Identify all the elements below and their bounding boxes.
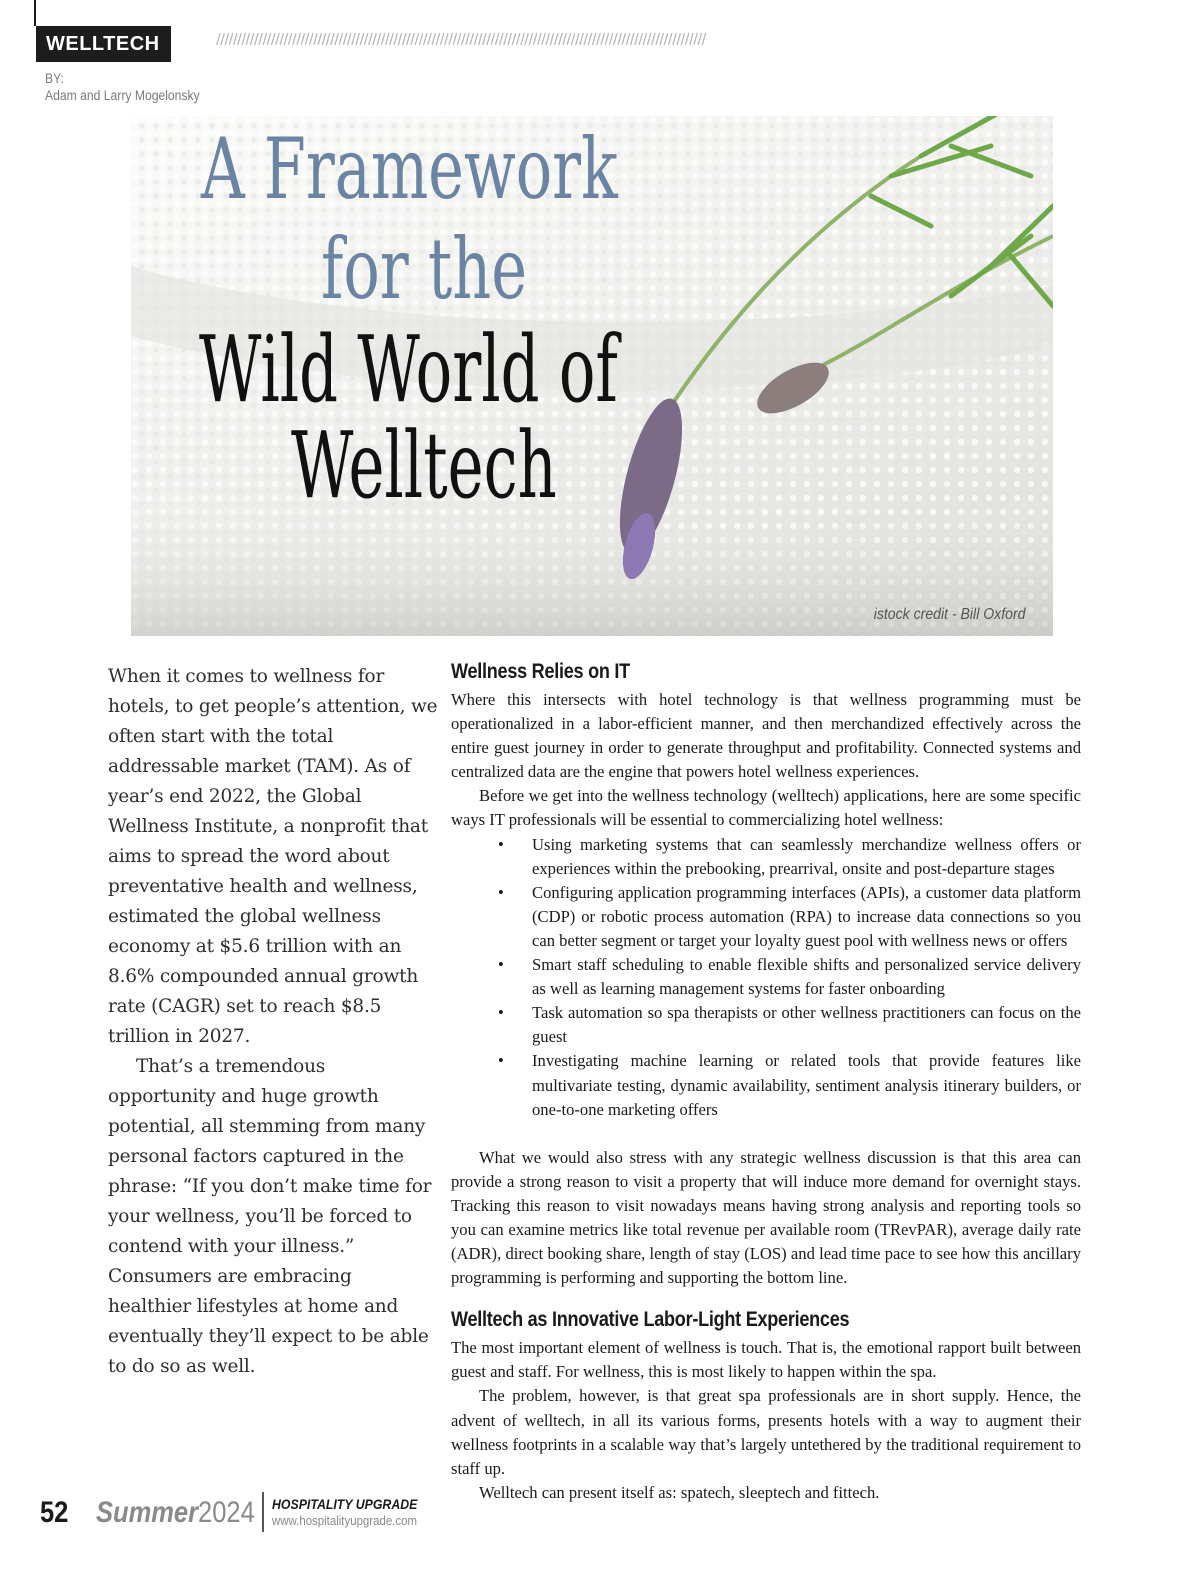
top-rule bbox=[34, 0, 36, 26]
photo-credit: istock credit - Bill Oxford bbox=[873, 606, 1025, 623]
byline bbox=[45, 70, 200, 104]
byline-authors: Adam and Larry Mogelonsky bbox=[45, 88, 200, 103]
issue-season: Summer bbox=[96, 1496, 199, 1529]
magazine-url: www.hospitalityupgrade.com bbox=[272, 1513, 417, 1528]
title-line-1: A Framework bbox=[201, 120, 618, 218]
section-heading-1: Wellness Relies on IT bbox=[451, 660, 630, 683]
list-item: • Smart staff scheduling to enable flexible shifts and personalized service delivery as well as learning management systems for faster onboarding bbox=[532, 953, 1081, 1001]
body-paragraph-1: Where this intersects with hotel technology is that wellness programming must be operationalized in a labor-efficient manner, and then merchandized effectively across the entire guest journey in order to generate throughput and profitability. Connected systems and centralized data are the engine that powers hotel wellness experiences. bbox=[451, 690, 1081, 782]
footer-divider bbox=[262, 1492, 264, 1532]
spacer bbox=[451, 1290, 1081, 1306]
title-line-4: Welltech bbox=[291, 412, 557, 519]
magazine-name: HOSPITALITY UPGRADE bbox=[272, 1496, 418, 1512]
body-paragraph-5: The problem, however, is that great spa professionals are in short supply. Hence, the advent of welltech, in all its various forms, presents hotels with a way to augment their wellness footprints in a scalable way that’s largely untethered by the traditional requirement to staff up. bbox=[451, 1386, 1081, 1478]
body-paragraph-3: What we would also stress with any strategic wellness discussion is that this area can provide a strong reason to visit a property that will induce more demand for overnight stays. Tracking this reason to visit nowadays means having strong analysis and reporting tools so you can examine metrics like total revenue per available room (TRevPAR), average daily rate (ADR), direct booking share, length of stay (LOS) and lead time pace to see how this ancillary programming is performing and supporting the bottom line. bbox=[451, 1147, 1081, 1288]
body-paragraph-6: Welltech can present itself as: spatech, sleeptech and fittech. bbox=[479, 1482, 880, 1502]
title-line-2: for the bbox=[321, 220, 527, 318]
body-paragraph-4: The most important element of wellness is touch. That is, the emotional rapport built between guest and staff. For wellness, this is most likely to happen within the spa. bbox=[451, 1338, 1081, 1382]
hero-image bbox=[131, 116, 1053, 636]
title-line-3: Wild World of bbox=[199, 316, 618, 423]
issue-year: 2024 bbox=[198, 1496, 255, 1529]
list-item: • Investigating machine learning or related tools that provide features like multivariate testing, dynamic availability, sentiment analysis itinerary builders, or one-to-one marketing offers bbox=[532, 1049, 1081, 1121]
issue-label bbox=[96, 1496, 255, 1530]
lede-paragraph-2: That’s a tremendous opportunity and huge growth potential, all stemming from many personal factors captured in the phrase: “If you don’t make time for your wellness, you’ll be forced to contend with your illness.” Consumers are embracing healthier lifestyles at home and eventually they’ll expect to be able to do so as well. bbox=[108, 1056, 432, 1377]
body-paragraph-2: Before we get into the wellness technology (welltech) applications, here are some specific ways IT professionals will be essential to commercializing hotel wellness: bbox=[451, 786, 1081, 830]
page-number: 52 bbox=[40, 1496, 69, 1529]
list-item: • Configuring application programming interfaces (APIs), a customer data platform (CDP) or robotic process automation (RPA) to increase data connections so you can better segment or target your loyalty guest pool with wellness news or offers bbox=[532, 881, 1081, 953]
body-column bbox=[451, 658, 1081, 1505]
slash-divider: //////////////////////////////////////////////////////////////////////////////////////////////////////////////////// bbox=[216, 30, 706, 49]
bullet-list bbox=[451, 833, 1081, 1122]
lede-column bbox=[108, 662, 438, 1382]
section-tag: WELLTECH bbox=[36, 26, 171, 62]
list-item: • Task automation so spa therapists or other wellness practitioners can focus on the guest bbox=[532, 1001, 1081, 1049]
byline-label: BY: bbox=[45, 71, 64, 86]
section-heading-2: Welltech as Innovative Labor-Light Experiences bbox=[451, 1308, 850, 1332]
lede-paragraph-1: When it comes to wellness for hotels, to get people’s attention, we often start with the total addressable market (TAM). As of year’s end 2022, the Global Wellness Institute, a nonprofit that aims to spread the word about preventative health and wellness, estimated the global wellness economy at $5.6 trillion with an 8.6% compounded annual growth rate (CAGR) set to reach $8.5 trillion in 2027. bbox=[108, 666, 438, 1047]
spacer bbox=[451, 1122, 1081, 1146]
list-item: • Using marketing systems that can seamlessly merchandize wellness offers or experiences within the prebooking, prearrival, onsite and post-departure stages bbox=[532, 833, 1081, 881]
